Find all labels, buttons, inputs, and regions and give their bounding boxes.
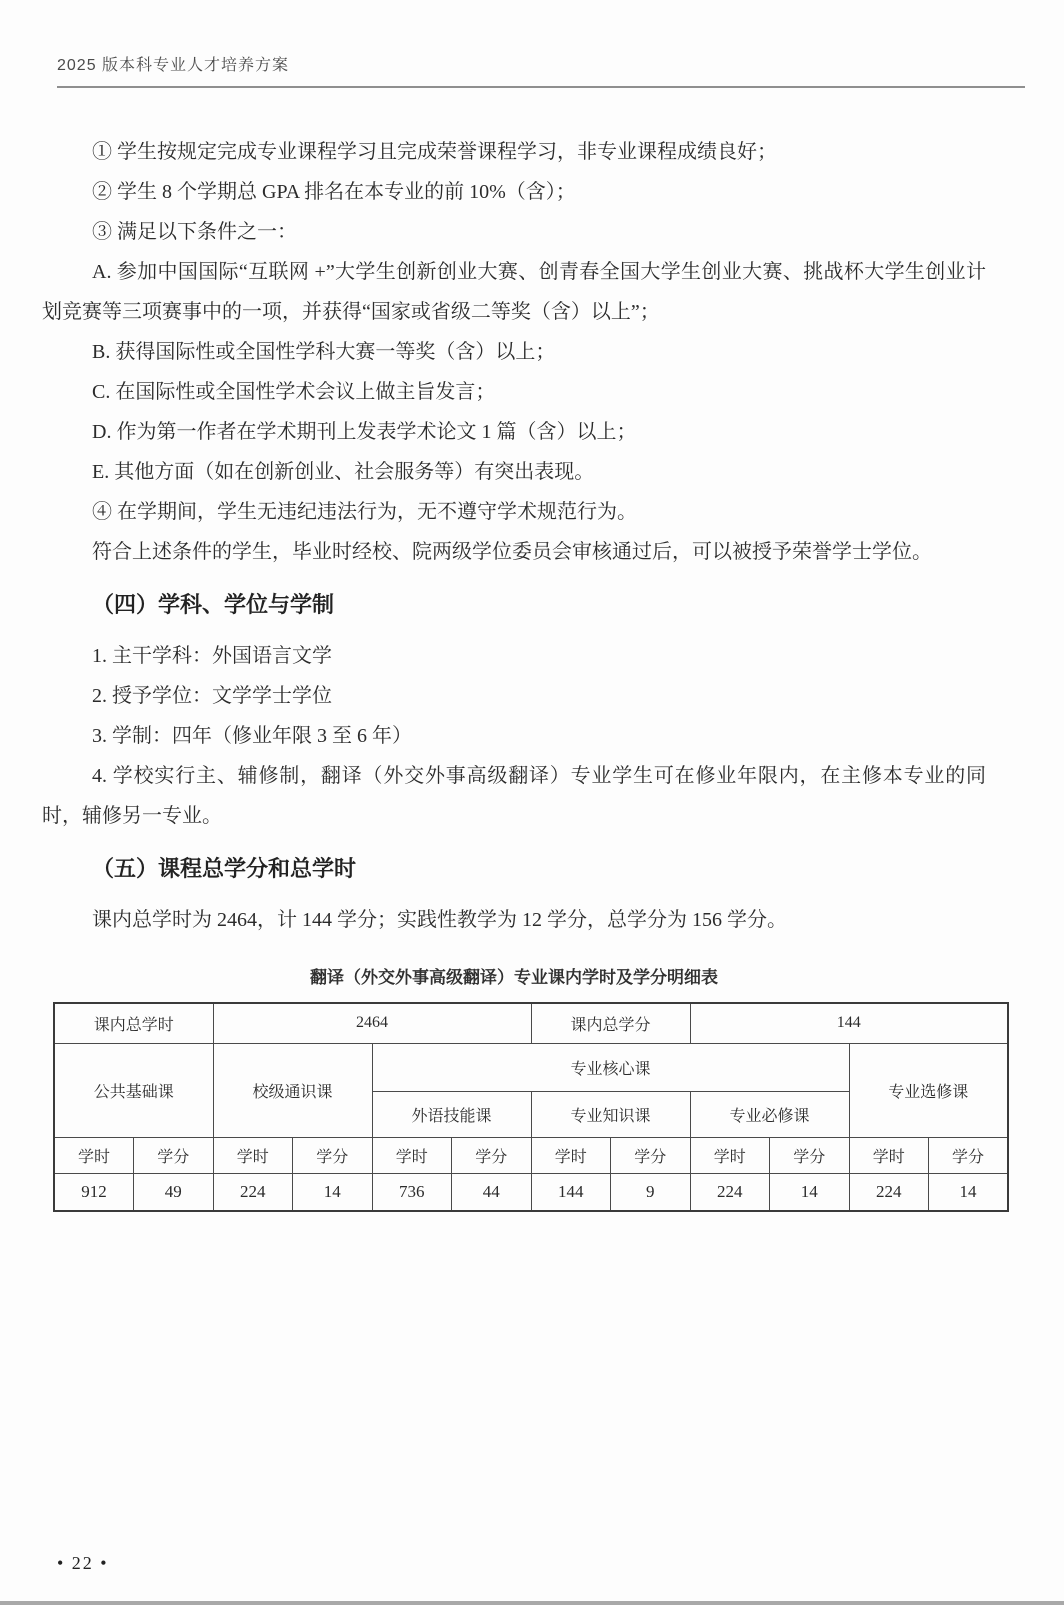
cell-total-hours-label: 课内总学时 [54, 1003, 213, 1043]
cell-value: 224 [213, 1173, 293, 1211]
section-heading-4: （四）学科、学位与学制 [92, 592, 335, 617]
page-content [42, 132, 986, 1212]
cell-total-hours-value: 2464 [213, 1003, 531, 1043]
paragraph: C. 在国际性或全国性学术会议上做主旨发言； [92, 381, 496, 403]
cell-subcat-language-skills: 外语技能课 [372, 1091, 531, 1137]
header-divider [57, 86, 1025, 88]
paragraph: ④ 在学期间，学生无违纪违法行为，无不遵守学术规范行为。 [92, 501, 637, 523]
cell-unit-header: 学分 [452, 1137, 532, 1173]
table-row-unit-headers [54, 1137, 1008, 1173]
cell-value: 14 [770, 1173, 850, 1211]
cell-value: 44 [452, 1173, 532, 1211]
paragraph: ② 学生 8 个学期总 GPA 排名在本专业的前 10%（含）； [92, 181, 576, 203]
cell-group-public-basic: 公共基础课 [54, 1043, 213, 1137]
cell-unit-header: 学分 [134, 1137, 214, 1173]
paragraph: A. 参加中国国际“互联网 +”大学生创新创业大赛、创青春全国大学生创业大赛、挑战杯大学生创业计划竞赛等三项赛事中的一项，并获得“国家或省级二等奖（含）以上”； [42, 261, 986, 323]
paragraph: 课内总学时为 2464，计 144 学分；实践性教学为 12 学分，总学分为 156 学分。 [92, 909, 787, 931]
cell-value: 14 [929, 1173, 1009, 1211]
cell-group-major-core: 专业核心课 [372, 1043, 849, 1091]
cell-unit-header: 学时 [531, 1137, 611, 1173]
table-row-values [54, 1173, 1008, 1211]
table-row-summary [54, 1003, 1008, 1043]
cell-value: 49 [134, 1173, 214, 1211]
page-number: • 22 • [57, 1553, 109, 1573]
paragraph: B. 获得国际性或全国性学科大赛一等奖（含）以上； [92, 341, 556, 363]
list-item: 4. 学校实行主、辅修制，翻译（外交外事高级翻译）专业学生可在修业年限内，在主修本专业的同时，辅修另一专业。 [42, 765, 986, 827]
cell-unit-header: 学时 [849, 1137, 929, 1173]
table-title: 翻译（外交外事高级翻译）专业课内学时及学分明细表 [310, 968, 718, 987]
cell-group-general-ed: 校级通识课 [213, 1043, 372, 1137]
section-heading-5: （五）课程总学分和总学时 [92, 856, 357, 881]
cell-unit-header: 学分 [770, 1137, 850, 1173]
cell-unit-header: 学分 [929, 1137, 1009, 1173]
cell-value: 9 [611, 1173, 691, 1211]
cell-subcat-major-knowledge: 专业知识课 [531, 1091, 690, 1137]
page-bottom-divider [0, 1601, 1064, 1605]
cell-value: 736 [372, 1173, 452, 1211]
running-header: 2025 版本科专业人才培养方案 [57, 57, 290, 74]
list-item: 3. 学制：四年（修业年限 3 至 6 年） [92, 725, 412, 747]
paragraph: D. 作为第一作者在学术期刊上发表学术论文 1 篇（含）以上； [92, 421, 637, 443]
paragraph: ① 学生按规定完成专业课程学习且完成荣誉课程学习，非专业课程成绩良好； [92, 141, 777, 163]
cell-value: 224 [690, 1173, 770, 1211]
paragraph: 符合上述条件的学生，毕业时经校、院两级学位委员会审核通过后，可以被授予荣誉学士学位。 [92, 541, 932, 563]
cell-unit-header: 学时 [372, 1137, 452, 1173]
table-row-groups [54, 1043, 1008, 1091]
list-item: 2. 授予学位：文学学士学位 [92, 685, 332, 707]
cell-value: 14 [293, 1173, 373, 1211]
list-item: 1. 主干学科：外国语言文学 [92, 645, 332, 667]
cell-unit-header: 学分 [293, 1137, 373, 1173]
cell-unit-header: 学分 [611, 1137, 691, 1173]
cell-value: 144 [531, 1173, 611, 1211]
cell-value: 224 [849, 1173, 929, 1211]
cell-total-credits-value: 144 [690, 1003, 1008, 1043]
cell-total-credits-label: 课内总学分 [531, 1003, 690, 1043]
cell-group-major-elective: 专业选修课 [849, 1043, 1008, 1137]
credits-hours-table [53, 1002, 1009, 1212]
cell-unit-header: 学时 [690, 1137, 770, 1173]
cell-unit-header: 学时 [213, 1137, 293, 1173]
cell-subcat-major-required: 专业必修课 [690, 1091, 849, 1137]
cell-value: 912 [54, 1173, 134, 1211]
paragraph: ③ 满足以下条件之一： [92, 221, 297, 243]
paragraph: E. 其他方面（如在创新创业、社会服务等）有突出表现。 [92, 461, 595, 483]
cell-unit-header: 学时 [54, 1137, 134, 1173]
